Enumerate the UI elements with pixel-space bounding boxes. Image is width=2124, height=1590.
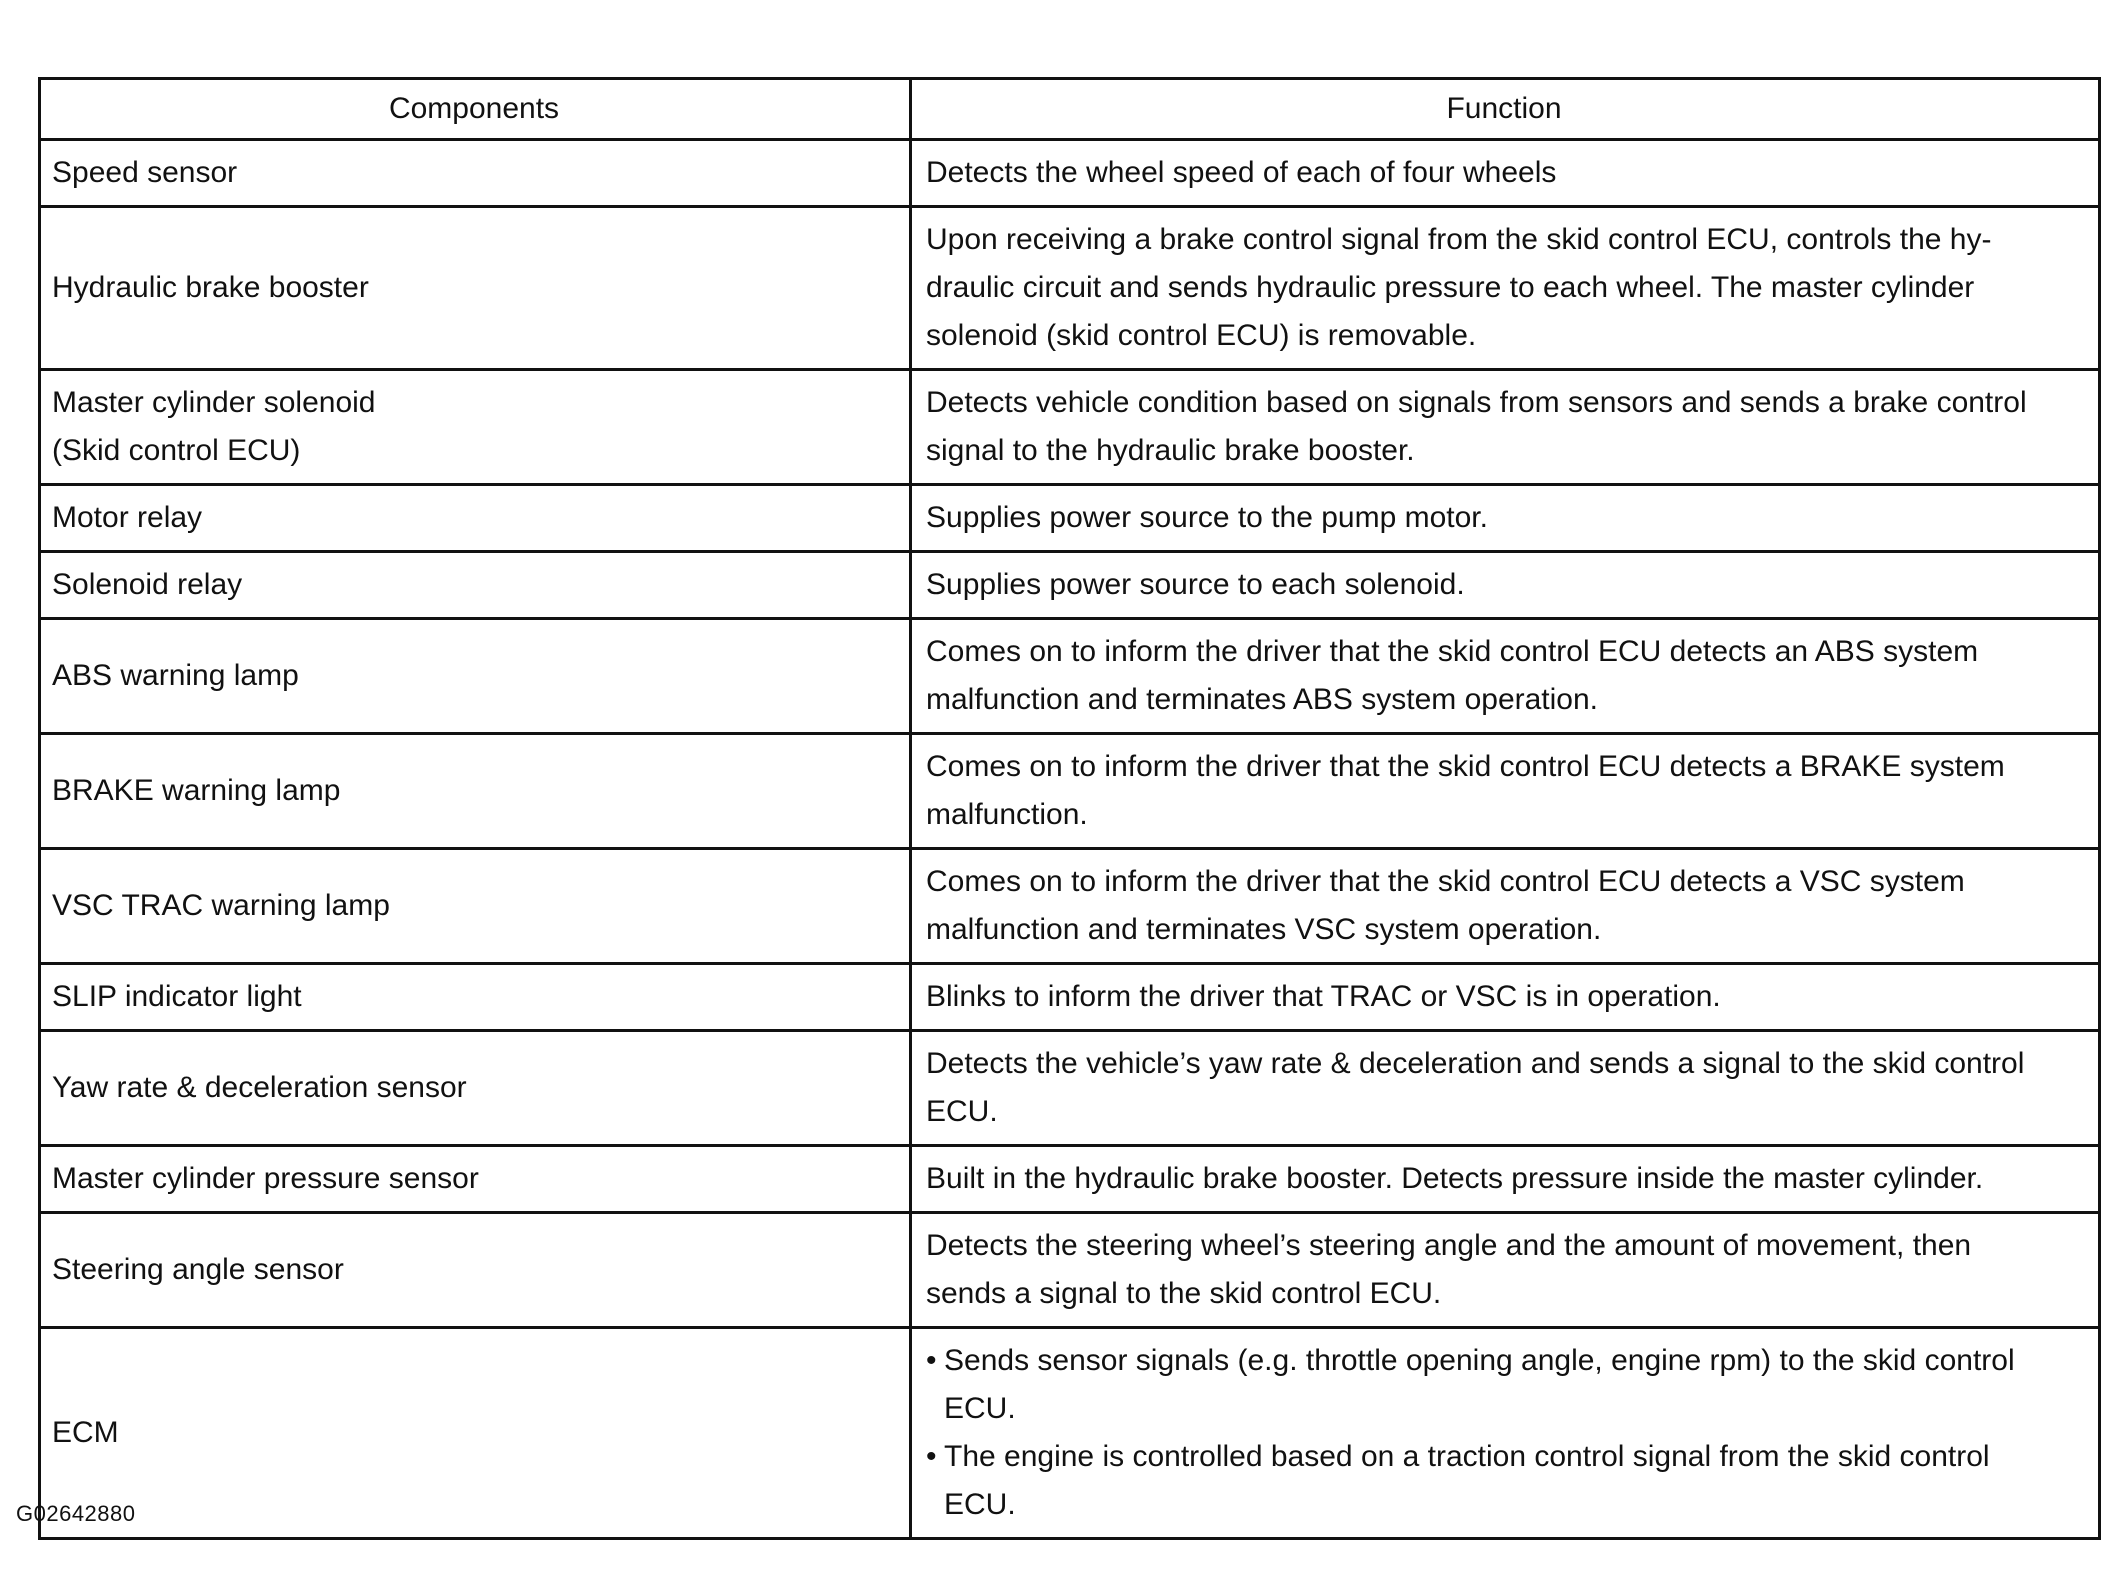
component-cell — [40, 619, 911, 734]
function-text: malfunction. — [926, 798, 1088, 831]
function-text: Comes on to inform the driver that the skid control ECU detects a VSC system — [926, 865, 1965, 898]
table-row — [40, 1328, 2100, 1539]
table-row — [40, 207, 2100, 370]
components-function-table — [38, 77, 2101, 1540]
component-cell — [40, 370, 911, 485]
bullet-dot-icon: • — [926, 1344, 937, 1377]
function-cell — [911, 552, 2100, 619]
function-text: Blinks to inform the driver that TRAC or VSC is in operation. — [926, 980, 1721, 1013]
function-text: malfunction and terminates ABS system operation. — [926, 683, 1599, 716]
components-function-table-wrapper — [38, 77, 2098, 1540]
component-text: Speed sensor — [52, 156, 238, 189]
component-cell — [40, 485, 911, 552]
component-cell — [40, 1146, 911, 1213]
bullet-text: ECU. — [944, 1488, 1016, 1521]
function-cell — [911, 485, 2100, 552]
function-cell — [911, 964, 2100, 1031]
header-function: Function — [911, 79, 2100, 140]
component-text: Master cylinder pressure sensor — [52, 1162, 479, 1195]
component-text: BRAKE warning lamp — [52, 774, 341, 807]
component-cell — [40, 552, 911, 619]
function-text: Detects the wheel speed of each of four wheels — [926, 156, 1557, 189]
component-text: Motor relay — [52, 501, 203, 534]
component-cell — [40, 140, 911, 207]
header-components: Components — [40, 79, 911, 140]
table-row — [40, 619, 2100, 734]
component-text: Yaw rate & deceleration sensor — [52, 1071, 467, 1104]
function-text: draulic circuit and sends hydraulic pressure to each wheel. The master cylinder — [926, 271, 1975, 304]
table-body — [40, 140, 2100, 1539]
function-text: Built in the hydraulic brake booster. Detects pressure inside the master cylinder. — [926, 1162, 1984, 1195]
table-row — [40, 370, 2100, 485]
function-cell — [911, 1146, 2100, 1213]
function-text: Detects vehicle condition based on signals from sensors and sends a brake control — [926, 386, 2027, 419]
function-text: Upon receiving a brake control signal from the skid control ECU, controls the hy- — [926, 223, 1992, 256]
function-cell — [911, 1213, 2100, 1328]
function-text: Detects the steering wheel’s steering angle and the amount of movement, then — [926, 1229, 1972, 1262]
function-cell — [911, 207, 2100, 370]
function-text: ECU. — [926, 1095, 998, 1128]
component-cell — [40, 1213, 911, 1328]
function-cell — [911, 370, 2100, 485]
function-text: Supplies power source to the pump motor. — [926, 501, 1488, 534]
table-header-row — [40, 79, 2100, 140]
function-cell — [911, 1328, 2100, 1539]
bullet-text: Sends sensor signals (e.g. throttle opening angle, engine rpm) to the skid control — [944, 1344, 2015, 1377]
bullet-text: ECU. — [944, 1392, 1016, 1425]
table-row — [40, 552, 2100, 619]
function-text: Comes on to inform the driver that the skid control ECU detects an ABS system — [926, 635, 1979, 668]
function-cell — [911, 140, 2100, 207]
table-row — [40, 485, 2100, 552]
function-text: malfunction and terminates VSC system operation. — [926, 913, 1602, 946]
function-text: solenoid (skid control ECU) is removable. — [926, 319, 1477, 352]
function-text: signal to the hydraulic brake booster. — [926, 434, 1415, 467]
table-row — [40, 1146, 2100, 1213]
component-cell — [40, 964, 911, 1031]
table-row — [40, 849, 2100, 964]
bullet-item — [926, 1337, 2085, 1433]
component-cell — [40, 207, 911, 370]
component-text: Master cylinder solenoid — [52, 386, 376, 419]
component-text: (Skid control ECU) — [52, 434, 301, 467]
function-cell — [911, 619, 2100, 734]
figure-id-label: G02642880 — [16, 1501, 136, 1526]
function-text: Comes on to inform the driver that the skid control ECU detects a BRAKE system — [926, 750, 2005, 783]
table-row — [40, 1213, 2100, 1328]
table-row — [40, 734, 2100, 849]
function-text: Supplies power source to each solenoid. — [926, 568, 1465, 601]
bullet-dot-icon: • — [926, 1440, 937, 1473]
component-cell — [40, 734, 911, 849]
component-text: ABS warning lamp — [52, 659, 299, 692]
bullet-item — [926, 1433, 2085, 1529]
component-text: SLIP indicator light — [52, 980, 302, 1013]
component-text: ECM — [52, 1416, 119, 1449]
component-cell — [40, 849, 911, 964]
table-row — [40, 964, 2100, 1031]
bullet-text: The engine is controlled based on a traction control signal from the skid control — [944, 1440, 1990, 1473]
function-cell — [911, 1031, 2100, 1146]
table-row — [40, 1031, 2100, 1146]
component-cell — [40, 1328, 911, 1539]
function-cell — [911, 849, 2100, 964]
component-text: Solenoid relay — [52, 568, 243, 601]
component-text: Steering angle sensor — [52, 1253, 344, 1286]
table-row — [40, 140, 2100, 207]
component-text: VSC TRAC warning lamp — [52, 889, 390, 922]
function-text: sends a signal to the skid control ECU. — [926, 1277, 1442, 1310]
function-text: Detects the vehicle’s yaw rate & deceleration and sends a signal to the skid control — [926, 1047, 2025, 1080]
component-cell — [40, 1031, 911, 1146]
component-text: Hydraulic brake booster — [52, 271, 369, 304]
function-cell — [911, 734, 2100, 849]
